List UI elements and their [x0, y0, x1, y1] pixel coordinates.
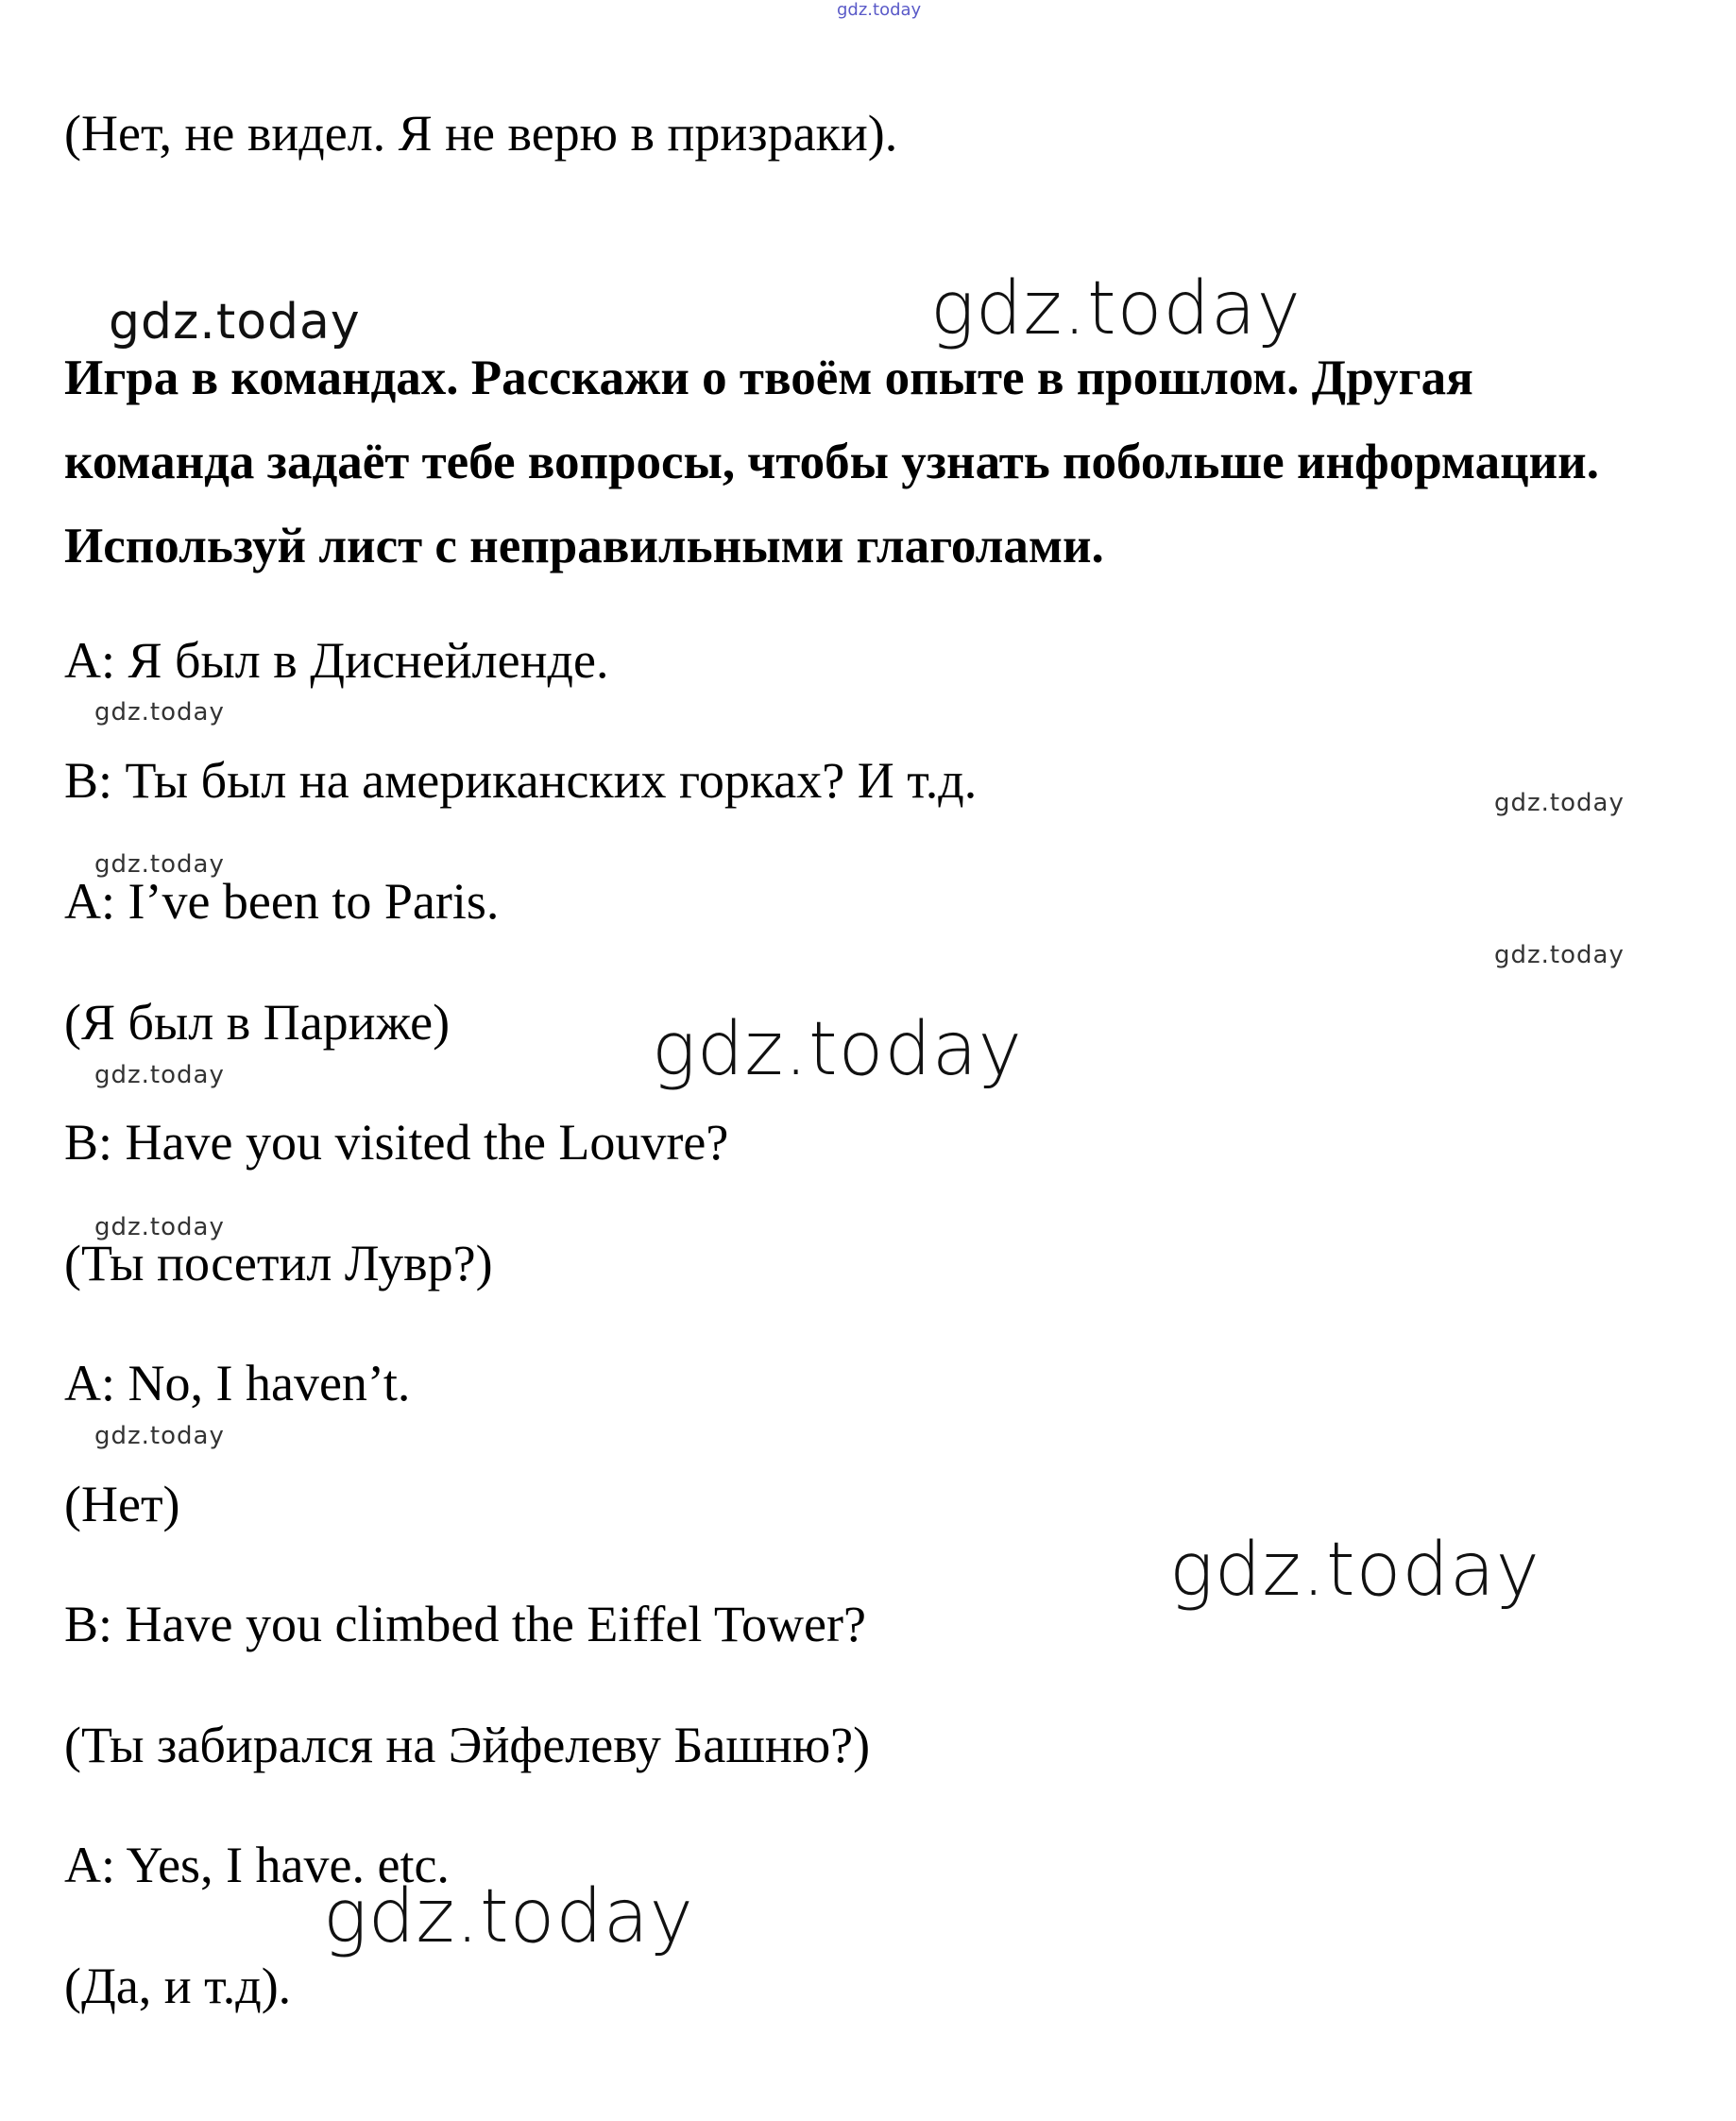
dialogue-line-1: A: Я был в Диснейленде.	[64, 632, 609, 689]
dialogue-line-5: B: Have you visited the Louvre?	[64, 1114, 729, 1171]
dialogue-line-9: B: Have you climbed the Eiffel Tower?	[64, 1596, 866, 1652]
dialogue-line-2: B: Ты был на американских горках? И т.д.	[64, 752, 978, 809]
watermark: gdz.today	[109, 294, 361, 351]
watermark: gdz.today	[94, 1061, 225, 1089]
watermark: gdz.today	[652, 1007, 1023, 1092]
dialogue-line-8: (Нет)	[64, 1476, 180, 1532]
watermark: gdz.today	[1169, 1528, 1540, 1613]
dialogue-line-4: (Я был в Париже)	[64, 994, 451, 1051]
watermark: gdz.today	[94, 850, 225, 879]
intro-line: (Нет, не видел. Я не верю в призраки).	[64, 105, 898, 162]
watermark: gdz.today	[1494, 941, 1625, 969]
dialogue-line-10: (Ты забирался на Эйфелеву Башню?)	[64, 1717, 871, 1773]
watermark: gdz.today	[1494, 789, 1625, 817]
dialogue-line-7: A: No, I haven’t.	[64, 1355, 411, 1411]
dialogue-line-12: (Да, и т.д).	[64, 1958, 292, 2014]
watermark: gdz.today	[94, 1213, 225, 1241]
dialogue-line-11: A: Yes, I have. etc.	[64, 1837, 450, 1893]
dialogue-line-6: (Ты посетил Лувр?)	[64, 1235, 493, 1291]
dialogue-line-3: A: I’ve been to Paris.	[64, 873, 500, 930]
watermark: gdz.today	[94, 698, 225, 727]
watermark: gdz.today	[94, 1422, 225, 1450]
watermark: gdz.today	[837, 0, 922, 20]
watermark: gdz.today	[930, 266, 1302, 351]
watermark: gdz.today	[323, 1874, 694, 1959]
task-instruction: Игра в командах. Расскажи о твоём опыте в прошлом. Другая команда задаёт тебе вопросы, чтобы узнать побольше информации. Используй лист с неправильными глаголами.	[64, 351, 1599, 573]
